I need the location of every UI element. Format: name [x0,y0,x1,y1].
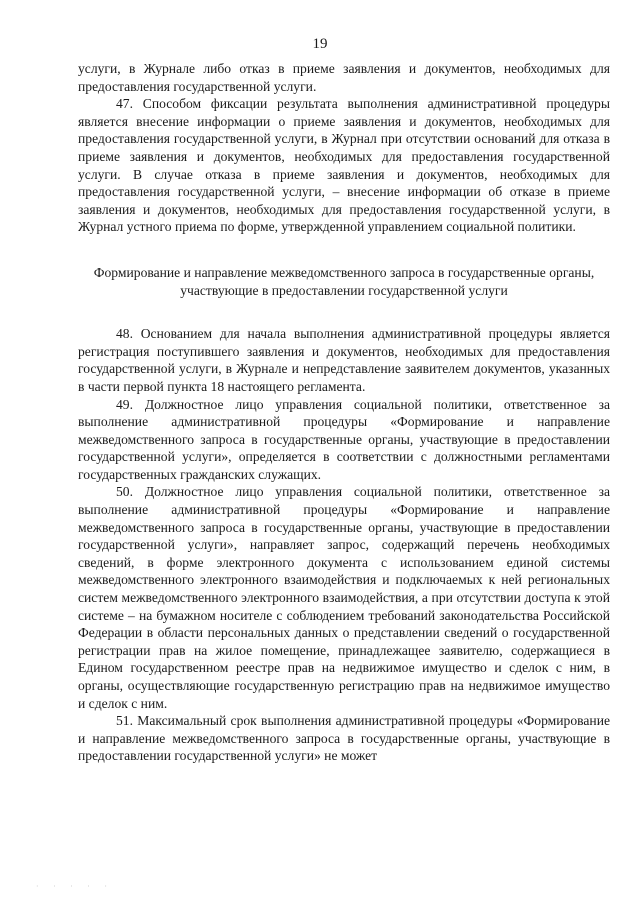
section-heading: Формирование и направление межведомственного запроса в государственные органы, участвующие в предоставлении государственной услуги [93,264,595,298]
scan-artifact-dots: · · · · · [36,882,113,891]
paragraph-50: 50. Должностное лицо управления социальной политики, ответственное за выполнение административной процедуры «Формирование и направление межведомственного запроса в государственные органы, участвующие в предоставлении государственной услуги», направляет запрос, содержащий перечень необходимых сведений, в форме электронного документа с использованием единой системы межведомственного электронного взаимодействия и подключаемых к ней региональных систем межведомственного электронного взаимодействия, а при отсутствии доступа к этой системе – на бумажном носителе с соблюдением требований законодательства Российской Федерации в области персональных данных о представлении сведений о государственной регистрации прав на жилое помещение, принадлежащее заявителю, содержащиеся в Едином государственном реестре прав на недвижимое имущество и сделок с ним, в органы, осуществляющие государственную регистрацию прав на недвижимое имущество и сделок с ним. [78,484,610,711]
paragraph-continuation: услуги, в Журнале либо отказ в приеме заявления и документов, необходимых для предоставления государственной услуги. [78,61,610,94]
paragraph-49: 49. Должностное лицо управления социальной политики, ответственное за выполнение административной процедуры «Формирование и направление межведомственного запроса в государственные органы, участвующие в предоставлении государственной услуги», определяется в соответствии с должностными регламентами государственных гражданских служащих. [78,396,610,482]
document-body [78,60,610,765]
page-number: 19 [312,36,328,52]
paragraph-48: 48. Основанием для начала выполнения административной процедуры является регистрация поступившего заявления и документов, необходимых для предоставления государственной услуги, в Журнале и непредставление заявителем документов, указанных в части первой пункта 18 настоящего регламента. [78,326,610,394]
paragraph-47: 47. Способом фиксации результата выполнения административной процедуры является внесение информации о приеме заявления и документов, необходимых для предоставления государственной услуги, в Журнал при отсутствии оснований для отказа в приеме заявления и документов, необходимых для предоставления государственной услуги. В случае отказа в приеме заявления и документов, необходимых для предоставления государственной услуги, – внесение информации об отказе в приеме заявления и документов, необходимых для предоставления государственной услуги, в Журнал устного приема по форме, утвержденной управлением социальной политики. [78,96,610,235]
paragraph-51: 51. Максимальный срок выполнения административной процедуры «Формирование и направление межведомственного запроса в государственные органы, участвующие в предоставлении государственной услуги» не может [78,713,610,764]
